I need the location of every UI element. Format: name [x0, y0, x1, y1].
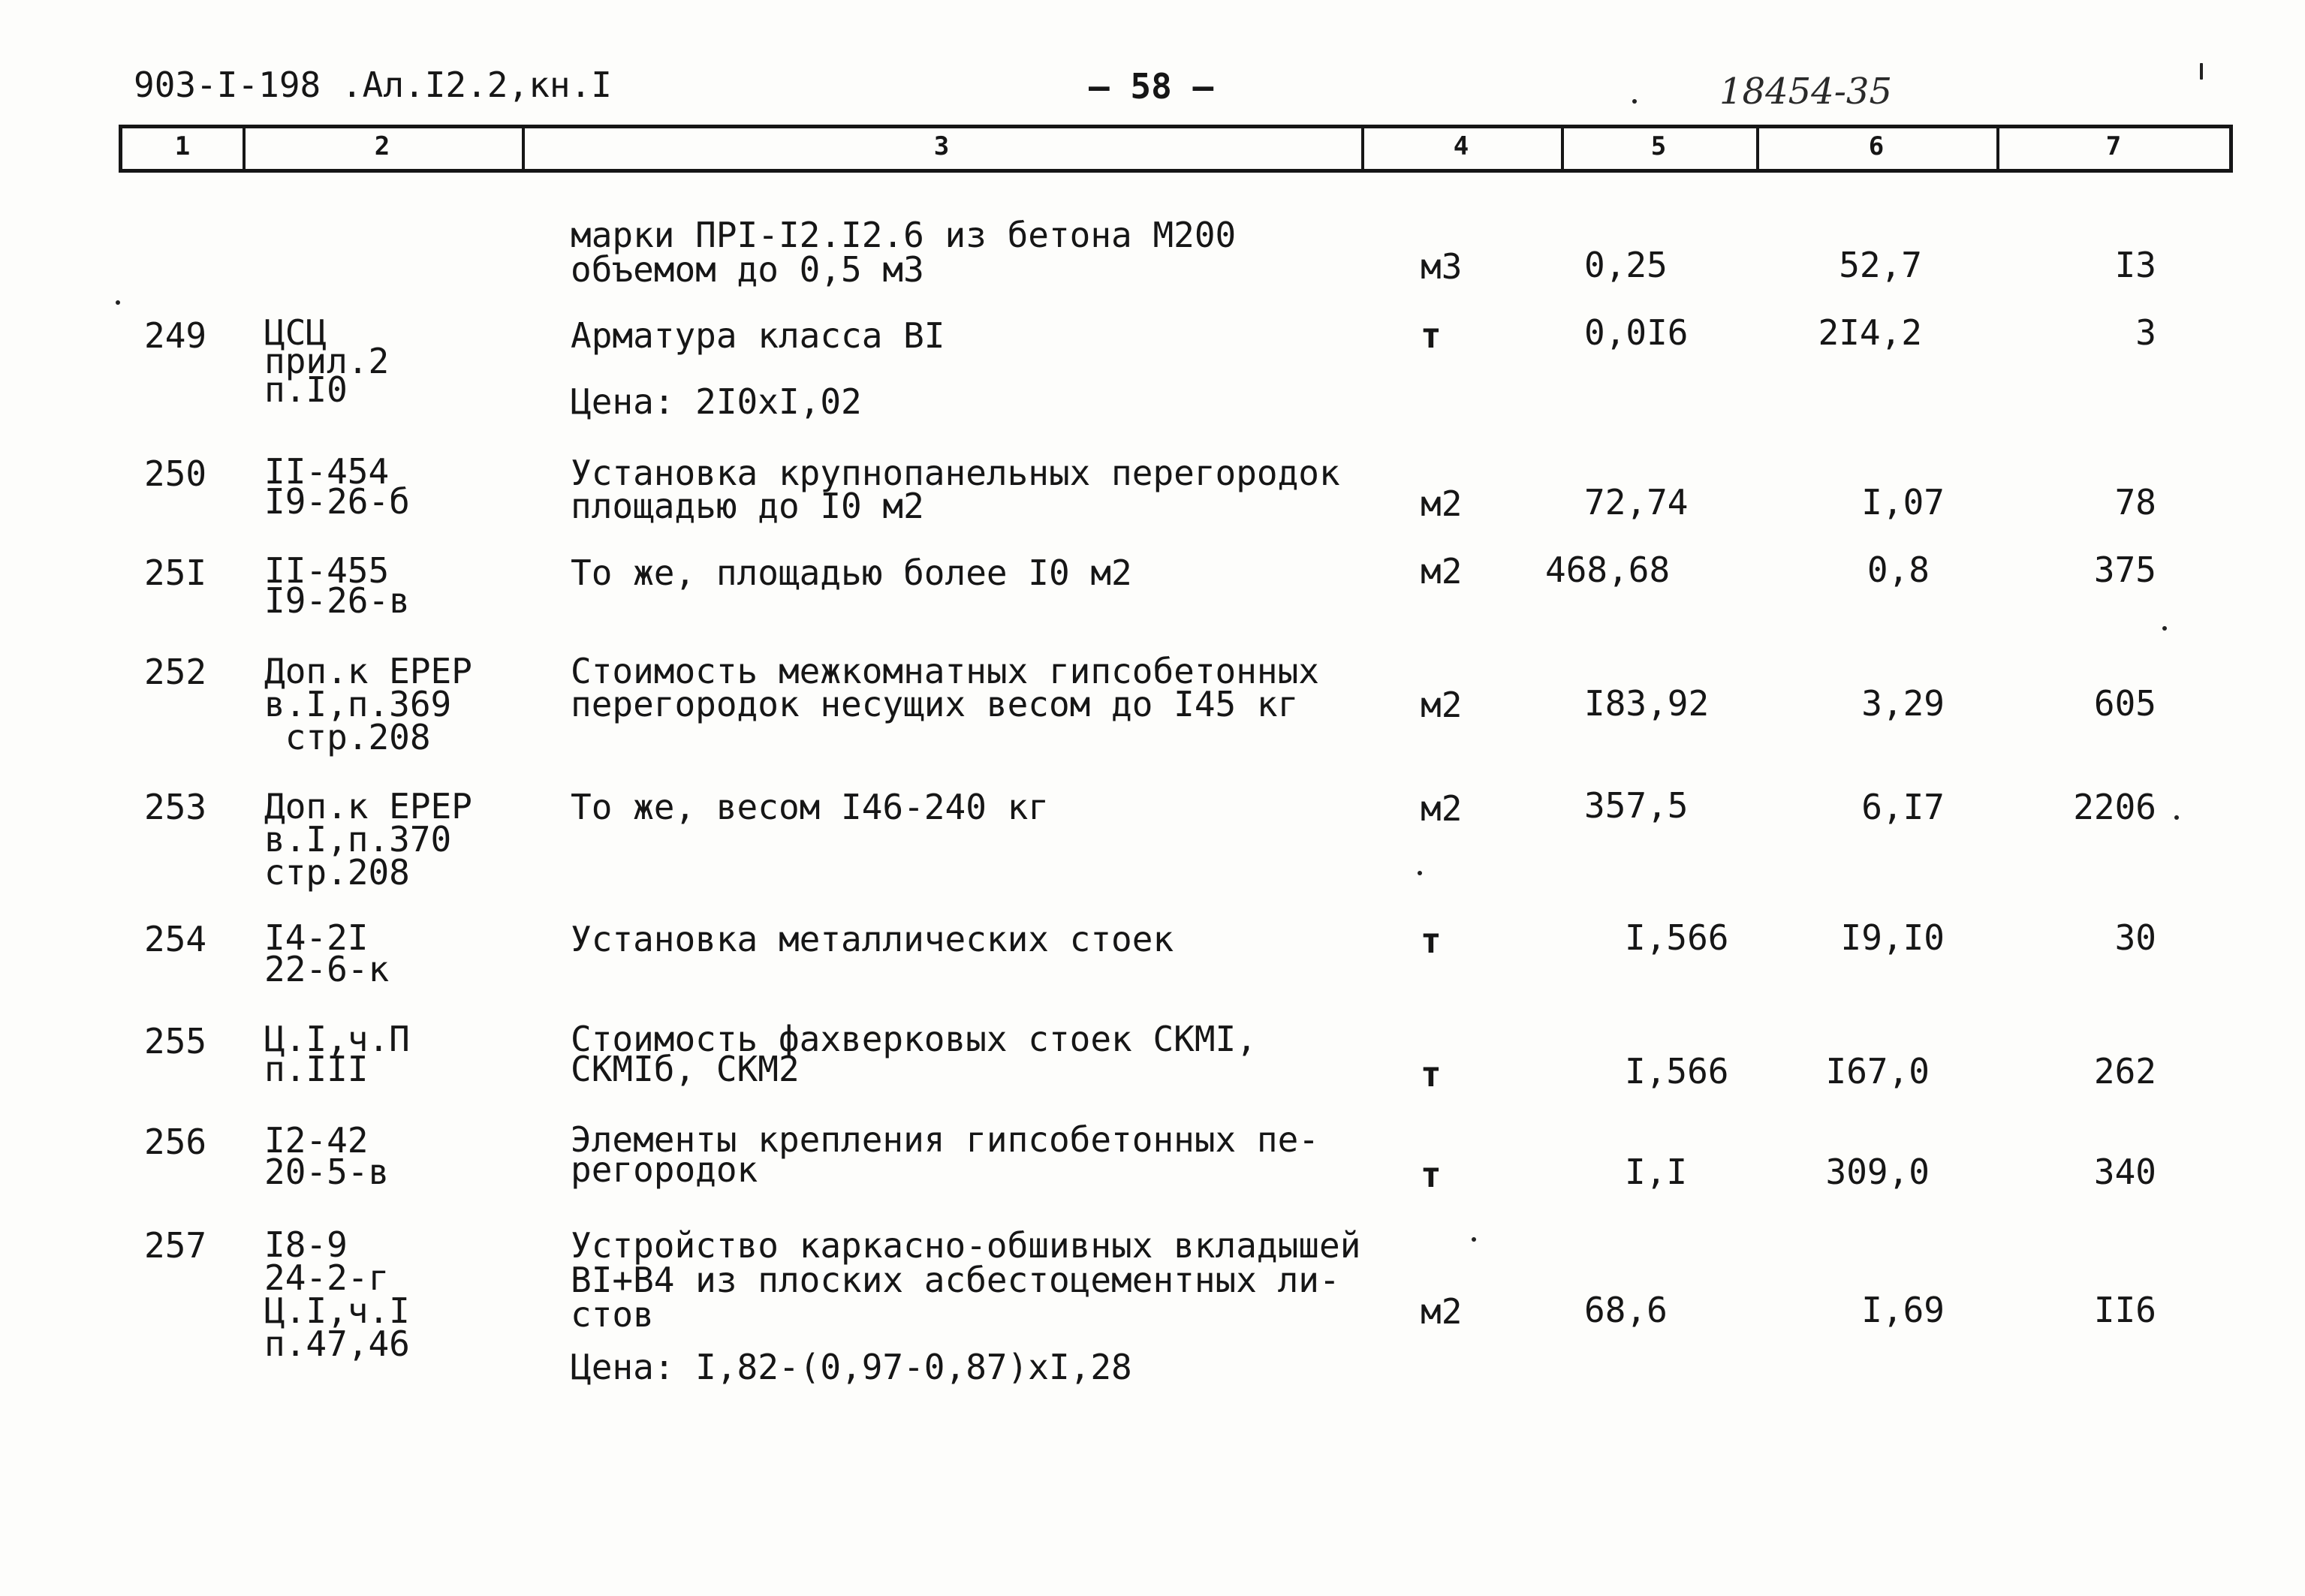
unit-cell: т — [1421, 920, 1442, 961]
total-cell: II6 — [2093, 1290, 2156, 1330]
row-number-cell: 253 — [144, 787, 207, 827]
description-cell: Установка металлических стоек — [571, 919, 1174, 959]
description-cell: Стоимость межкомнатных гипсобетонных перегородок несущих весом до I45 кг — [571, 651, 1319, 724]
unit-cell: м2 — [1421, 685, 1463, 725]
price-cell: I9,I0 — [1840, 917, 1945, 958]
price-cell: 52,7 — [1839, 245, 1922, 285]
reference-code-cell: I2-42 20-5-в — [264, 1120, 390, 1192]
description-cell: Установка крупнопанельных перегородок площадью до I0 м2 — [571, 453, 1340, 526]
price-note: Цена: 2I0xI,02 — [571, 381, 862, 422]
total-cell: I3 — [2114, 245, 2156, 285]
scan-speck — [116, 300, 120, 305]
unit-cell: м2 — [1421, 483, 1463, 524]
document-code: 903-I-198 .Ал.I2.2,кн.I — [134, 65, 612, 105]
description-cell: Элементы крепления гипсобетонных пе- регородок — [571, 1119, 1319, 1190]
unit-cell: т — [1421, 315, 1442, 356]
total-cell: 262 — [2093, 1051, 2156, 1092]
quantity-cell: 0,25 — [1584, 245, 1668, 285]
row-number-cell: 249 — [144, 315, 207, 356]
price-cell: I,69 — [1861, 1290, 1945, 1330]
row-number-cell: 256 — [144, 1122, 207, 1162]
total-cell: 2206 — [2073, 787, 2156, 827]
quantity-cell: 68,6 — [1584, 1290, 1668, 1330]
quantity-cell: I,566 — [1625, 1051, 1729, 1092]
row-number-cell: 257 — [144, 1225, 207, 1266]
unit-cell: м3 — [1421, 246, 1463, 287]
column-number-5: 5 — [1650, 131, 1667, 161]
reference-code-cell: I4-2I 22-6-к — [264, 917, 390, 989]
scan-speck — [1418, 871, 1422, 875]
reference-code-cell: I8-9 24-2-г Ц.I,ч.I п.47,46 — [264, 1224, 410, 1364]
price-cell: 6,I7 — [1861, 787, 1945, 827]
description-cell: То же, площадью более I0 м2 — [571, 553, 1132, 593]
unit-cell: т — [1421, 1054, 1442, 1095]
description-cell: То же, весом I46-240 кг — [571, 787, 1049, 827]
column-number-1: 1 — [174, 131, 191, 161]
reference-code-cell: Ц.I,ч.П п.III — [264, 1019, 410, 1089]
quantity-cell: 72,74 — [1584, 482, 1689, 522]
archive-number: 18454-35 — [1719, 71, 1892, 113]
total-cell: 340 — [2093, 1152, 2156, 1192]
quantity-cell: 0,0I6 — [1584, 312, 1689, 353]
unit-cell: м2 — [1421, 1291, 1463, 1332]
page-number: — 58 — — [1089, 66, 1214, 107]
quantity-cell: I83,92 — [1584, 683, 1710, 724]
unit-cell: т — [1421, 1155, 1442, 1195]
price-note: Цена: I,82-(0,97-0,87)xI,28 — [571, 1347, 1132, 1387]
scan-speck — [2162, 626, 2167, 631]
unit-cell: м2 — [1421, 788, 1463, 829]
quantity-cell: 468,68 — [1545, 550, 1671, 590]
price-cell: I,07 — [1861, 482, 1945, 522]
total-cell: 30 — [2114, 917, 2156, 958]
row-number-cell: 250 — [144, 453, 207, 494]
row-number-cell: 255 — [144, 1021, 207, 1061]
reference-code-cell: II-455 I9-26-в — [264, 550, 410, 621]
row-number-cell: 25I — [144, 553, 207, 593]
reference-code-cell: Доп.к ЕРЕР в.I,п.370 стр.208 — [264, 786, 472, 893]
price-cell: 0,8 — [1867, 550, 1930, 590]
column-header-row — [119, 125, 2233, 173]
row-number-cell: 252 — [144, 652, 207, 692]
column-number-4: 4 — [1453, 131, 1469, 161]
quantity-cell: I,I — [1625, 1152, 1688, 1192]
column-number-7: 7 — [2105, 131, 2122, 161]
description-cell: Арматура класса BI — [571, 315, 945, 356]
price-cell: 2I4,2 — [1818, 312, 1922, 353]
price-cell: 309,0 — [1825, 1152, 1930, 1192]
column-number-3: 3 — [933, 131, 950, 161]
column-number-6: 6 — [1868, 131, 1885, 161]
total-cell: 3 — [2135, 312, 2156, 353]
scan-speck — [1632, 99, 1637, 104]
total-cell: 605 — [2093, 683, 2156, 724]
reference-code-cell: II-454 I9-26-б — [264, 451, 410, 522]
quantity-cell: I,566 — [1625, 917, 1729, 958]
total-cell: 375 — [2093, 550, 2156, 590]
quantity-cell: 357,5 — [1584, 785, 1689, 826]
total-cell: 78 — [2114, 482, 2156, 522]
row-number-cell: 254 — [144, 919, 207, 959]
price-cell: 3,29 — [1861, 683, 1945, 724]
description-cell: марки ПРI-I2.I2.6 из бетона М200 объемом до 0,5 м3 — [571, 215, 1237, 290]
description-cell: Стоимость фахверковых стоек СКМI, СКМIб, СКМ2 — [571, 1019, 1257, 1089]
scan-speck — [2200, 63, 2203, 80]
reference-code-cell: Доп.к ЕРЕР в.I,п.369 стр.208 — [264, 651, 472, 757]
unit-cell: м2 — [1421, 551, 1463, 592]
description-cell: Устройство каркасно-обшивных вкладышей BI+B4 из плоских асбестоцементных ли- стов — [571, 1225, 1361, 1335]
scan-speck — [1472, 1237, 1476, 1242]
price-cell: I67,0 — [1825, 1051, 1930, 1092]
column-number-2: 2 — [374, 131, 390, 161]
reference-code-cell: ЦСЦ прил.2 п.I0 — [264, 312, 390, 410]
scan-speck — [2174, 815, 2179, 820]
